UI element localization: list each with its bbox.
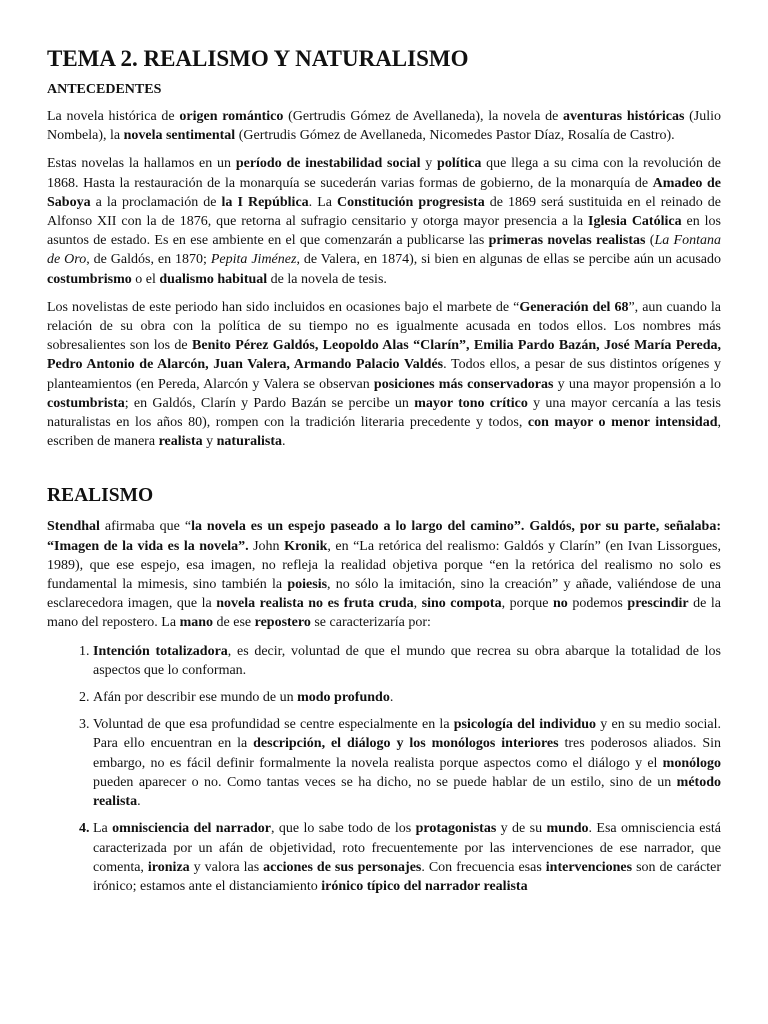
text-run: tres poderosos aliados. Sin embargo, no es fácil definir formalmente la novela realista porque aspectos como el diálogo y el <box>93 736 722 771</box>
bold-text: Amadeo de Saboya <box>47 175 721 210</box>
paragraph-realismo-intro <box>47 517 721 632</box>
bold-text: novela sentimental <box>123 128 236 144</box>
text-run: La <box>93 821 113 837</box>
text-run: . <box>389 690 394 706</box>
section-heading-realismo: REALISMO <box>47 485 154 507</box>
text-run: . Todos ellos, a pesar de sus distintos orígenes y planteamientos (en Pereda, Alarcón y Valera se observan <box>47 357 721 392</box>
bold-text: acciones de sus personajes <box>263 859 422 875</box>
text-run: . <box>137 794 141 810</box>
bold-text: mundo <box>546 821 589 837</box>
text-run: , de Valera, en 1874), si bien en algunas de ellas se percibe aún un acusado <box>296 252 721 268</box>
bold-text: prescindir <box>627 596 689 612</box>
text-run: se caracterizaría por: <box>310 615 431 631</box>
bold-text: posiciones más conservadoras <box>373 376 554 392</box>
bold-text: mayor tono crítico <box>414 395 528 411</box>
bold-text: Iglesia Católica <box>588 214 682 230</box>
bold-text: psicología del individuo <box>453 717 597 733</box>
text-run: ( <box>645 233 655 249</box>
bold-text: origen romántico <box>179 109 284 124</box>
text-run: a la proclamación de <box>90 194 222 210</box>
bold-text: período de inestabilidad social <box>235 156 421 172</box>
text-run: Voluntad de que esa profundidad se centre especialmente en la <box>93 717 454 733</box>
bold-text: Intención totalizadora <box>93 643 228 659</box>
bold-text: costumbrismo <box>47 271 132 287</box>
text-run: . La <box>308 194 338 210</box>
bold-text: descripción, el diálogo y los monólogos interiores <box>253 736 559 752</box>
text-run: , <box>413 596 422 612</box>
bold-text: Stendhal <box>47 519 100 535</box>
italic-text: La Fontana de Oro <box>47 233 721 268</box>
page-title: TEMA 2. REALISMO Y NATURALISMO <box>47 46 469 71</box>
text-run: de ese <box>213 615 255 631</box>
bold-text: aventuras históricas <box>563 109 685 124</box>
bold-text: realista <box>158 434 203 450</box>
text-run: ; en Galdós, Clarín y Pardo Bazán se percibe un <box>124 395 415 411</box>
bold-text: novela realista no es fruta cruda <box>216 596 414 612</box>
text-run: y una mayor propensión a lo <box>553 376 721 392</box>
text-run: , no sólo la imitación, sino la creación” y añade, valiéndose de una esclarecedora imagen, que la <box>47 577 721 612</box>
list-item <box>93 642 721 680</box>
list-item <box>93 715 721 811</box>
italic-text: Pepita Jiménez <box>210 252 297 268</box>
bold-text: política <box>437 156 482 172</box>
bold-text: Generación del 68 <box>519 299 629 315</box>
bold-text: costumbrista <box>47 395 125 411</box>
text-run: son de carácter irónico; estamos ante el distanciamiento <box>93 859 722 894</box>
bold-text: no <box>553 596 568 612</box>
text-run: . Con frecuencia esas <box>421 859 546 875</box>
paragraph-antecedentes-2 <box>47 154 721 288</box>
paragraph-antecedentes-1 <box>47 107 721 145</box>
text-run: , es decir, voluntad de que el mundo que recrea su obra abarque la totalidad de los aspectos que lo conforman. <box>93 643 721 678</box>
text-run: . <box>281 434 286 450</box>
bold-text: Kronik <box>284 538 328 554</box>
text-run: y <box>420 156 438 172</box>
bold-text: Constitución progresista <box>337 194 485 210</box>
text-run: (Gertrudis Gómez de Avellaneda), la novela de <box>283 109 564 124</box>
bold-text: sino compota <box>421 596 502 612</box>
text-run: , escriben de manera <box>47 415 721 450</box>
text-run: , porque <box>501 596 554 612</box>
list-item <box>93 688 721 707</box>
text-run: en los asuntos de estado. Es en ese ambiente en el que comenzarán a publicarse las <box>47 214 721 249</box>
bold-text: intervenciones <box>545 859 633 875</box>
bold-text: primeras novelas realistas <box>488 233 646 249</box>
text-run: y en su medio social. Para ello encuentran en la <box>93 717 721 752</box>
text-run: , en “La retórica del realismo: Galdós y Clarín” (en Ivan Lissorgues, 1989), que ese espejo, esa imagen, no refleja la realidad objetiva porque “en la retórica del realismo no solo es fundamental la mimesis, sino también la <box>47 538 722 593</box>
text-run: . Esa omnisciencia está caracterizada por un afán de objetividad, roto frecuentemente por las intervenciones de ese narrador, que comenta, <box>93 821 722 875</box>
text-run: Estas novelas la hallamos en un <box>47 156 236 172</box>
text-run: de la mano del repostero. La <box>47 596 721 631</box>
text-run: John <box>248 538 285 554</box>
bold-text: modo profundo <box>297 690 390 706</box>
text-run: que llega a su cima con la revolución de 1868. Hasta la restauración de la monarquía se sucederán varias formas de gobierno, de la monarquía de <box>47 156 721 191</box>
text-run: afirmaba que “ <box>99 519 192 535</box>
text-run: podemos <box>567 596 628 612</box>
bold-text: irónico típico del narrador realista <box>321 878 528 894</box>
bold-text: la novela es un espejo paseado a lo largo del camino”. Galdós, por su parte, señalaba: “Imagen de la vida es la novela”. <box>47 519 721 554</box>
text-run: ”, aun cuando la relación de su obra con la política de su tiempo no es igualmente acusada en todos ellos. Los nombres más sobresalientes son los de <box>47 299 721 354</box>
text-run: Afán por describir ese mundo de un <box>93 690 298 706</box>
text-run: y valora las <box>189 859 264 875</box>
text-run: (Julio Nombela), la <box>47 109 722 144</box>
bold-text: método realista <box>93 774 721 810</box>
text-run: de 1869 será sustituida en el reinado de Alfonso XII con la de 1876, que retorna al sufragio censitario y otorga mayor presencia a la <box>47 194 722 230</box>
bold-text: protagonistas <box>415 821 497 837</box>
bold-text: omnisciencia del narrador <box>112 821 272 837</box>
text-run: pueden aparecer o no. Como tantas veces se ha dicho, no se puede hablar de un estilo, sino de un <box>93 774 677 790</box>
bold-text: naturalista <box>216 434 282 450</box>
text-run: La novela histórica de <box>47 109 180 124</box>
bold-text: ironiza <box>147 859 190 875</box>
text-run: y de su <box>496 821 547 837</box>
bold-text: Benito Pérez Galdós, Leopoldo Alas “Clarín”, Emilia Pardo Bazán, José María Pereda, Pedro Antonio de Alarcón, Juan Valera, Armando Palacio Valdés <box>47 338 721 373</box>
text-run: y una mayor cercanía a las tesis naturalistas en los años 80), rompen con la tradición literaria precedente y todos, <box>47 395 721 431</box>
text-run: o el <box>131 271 160 287</box>
bold-text: con mayor o menor intensidad <box>527 415 718 431</box>
text-run: de la novela de tesis. <box>267 271 387 287</box>
text-run: (Gertrudis Gómez de Avellaneda, Nicomedes Pastor Díaz, Rosalía de Castro). <box>235 128 675 144</box>
bold-text: repostero <box>254 615 311 631</box>
paragraph-antecedentes-3 <box>47 298 721 452</box>
bold-text: mano <box>179 615 214 631</box>
text-run: Los novelistas de este periodo han sido incluidos en ocasiones bajo el marbete de “ <box>47 299 520 315</box>
text-run: y <box>202 434 217 450</box>
section-heading-antecedentes: ANTECEDENTES <box>47 82 162 97</box>
list-item <box>93 819 721 896</box>
text-run: , de Galdós, en 1870; <box>86 252 211 268</box>
realismo-characteristics-list <box>47 642 721 896</box>
bold-text: poiesis <box>287 577 328 593</box>
bold-text: la I República <box>221 194 309 210</box>
text-run: , que lo sabe todo de los <box>271 821 416 837</box>
bold-text: dualismo habitual <box>159 271 268 287</box>
bold-text: monólogo <box>662 755 721 771</box>
